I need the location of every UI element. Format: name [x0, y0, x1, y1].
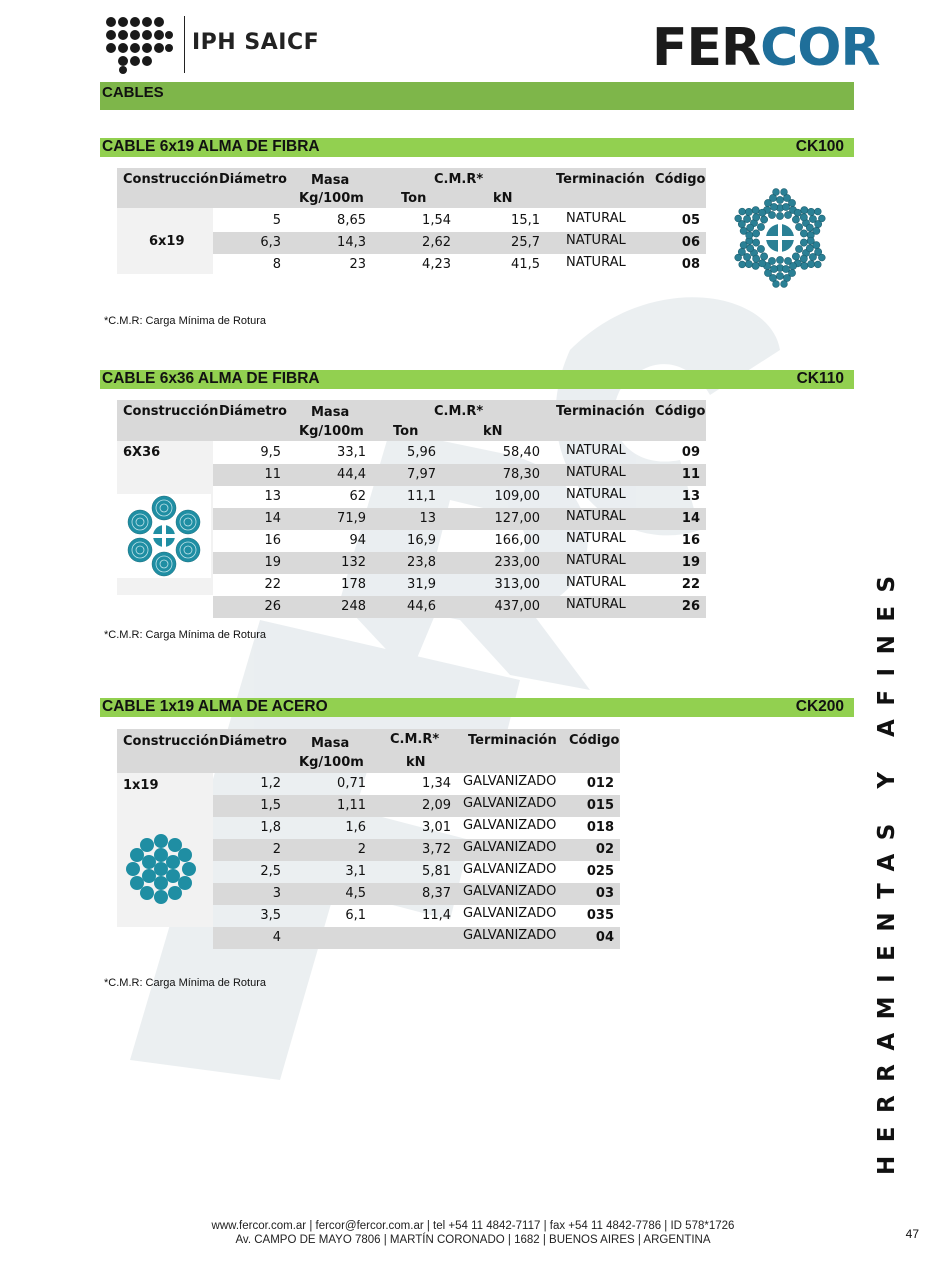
footer-contact: www.fercor.com.ar | fercor@fercor.com.ar | tel +54 11 4842-7117 | fax +54 11 4842-7786 | ID 578*1726 — [211, 1220, 735, 1232]
cell-terminacion: NATURAL — [566, 443, 626, 458]
cable-6x36-cross-section-icon — [117, 494, 211, 578]
cell-codigo: 015 — [586, 798, 614, 813]
cell-ton: 1,54 — [422, 213, 451, 228]
cell-terminacion: NATURAL — [566, 255, 626, 270]
table1-title: CABLE 6x19 ALMA DE FIBRA — [102, 138, 320, 155]
cell-kn: 313,00 — [494, 577, 540, 592]
footer-address: Av. CAMPO DE MAYO 7806 | MARTÍN CORONADO | 1682 | BUENOS AIRES | ARGENTINA — [235, 1234, 711, 1246]
table-row — [213, 232, 706, 254]
logo-separator — [184, 16, 185, 73]
table-row — [213, 574, 706, 596]
table1-code: CK100 — [795, 138, 844, 155]
cell-codigo: 14 — [681, 511, 700, 526]
cable-6x19-cross-section-icon — [716, 180, 844, 296]
cell-kn: 437,00 — [494, 599, 540, 614]
cell-terminacion: NATURAL — [566, 531, 626, 546]
th-construccion: Construcción — [123, 172, 219, 187]
cell-diametro: 11 — [264, 467, 281, 482]
th-cmr: C.M.R* — [434, 172, 484, 187]
table2-note: *C.M.R: Carga Mínima de Rotura — [104, 629, 266, 641]
cell-diametro: 3,5 — [260, 908, 281, 923]
th-terminacion: Terminación — [468, 733, 557, 748]
cell-codigo: 025 — [586, 864, 614, 879]
cell-masa: 62 — [349, 489, 366, 504]
cell-diametro: 26 — [264, 599, 281, 614]
cell-diametro: 13 — [264, 489, 281, 504]
cell-diametro: 2,5 — [260, 864, 281, 879]
table-row — [213, 596, 706, 618]
brand-left: FER — [652, 18, 761, 78]
cell-kn: 1,34 — [422, 776, 451, 791]
th-diametro: Diámetro — [219, 172, 287, 187]
cell-kn: 127,00 — [494, 511, 540, 526]
th-construccion: Construcción — [123, 404, 219, 419]
cell-masa: 1,6 — [345, 820, 366, 835]
table1-note: *C.M.R: Carga Mínima de Rotura — [104, 315, 266, 327]
fercor-logo — [652, 18, 880, 78]
th-construccion: Construcción — [123, 734, 219, 749]
cell-diametro: 1,5 — [260, 798, 281, 813]
cell-kn: 78,30 — [502, 467, 540, 482]
cell-kn: 11,4 — [422, 908, 451, 923]
th-terminacion: Terminación — [556, 172, 645, 187]
cell-ton: 44,6 — [407, 599, 436, 614]
cell-ton: 4,23 — [422, 257, 451, 272]
fercor-watermark — [90, 230, 790, 1090]
table2-title: CABLE 6x36 ALMA DE FIBRA — [102, 370, 320, 387]
cell-terminacion: NATURAL — [566, 233, 626, 248]
th-masa: Masa — [311, 173, 350, 188]
cell-codigo: 03 — [595, 886, 614, 901]
cell-codigo: 04 — [595, 930, 614, 945]
cell-kn: 58,40 — [502, 445, 540, 460]
cell-codigo: 08 — [681, 257, 700, 272]
cell-codigo: 26 — [681, 599, 700, 614]
cell-ton: 2,62 — [422, 235, 451, 250]
side-category-label: HERRAMIENTAS Y AFINES — [874, 562, 900, 1175]
cell-masa: 71,9 — [337, 511, 366, 526]
cell-diametro: 14 — [264, 511, 281, 526]
cell-terminacion: GALVANIZADO — [463, 906, 557, 921]
cable-1x19-cross-section-icon — [124, 832, 198, 906]
cell-diametro: 9,5 — [260, 445, 281, 460]
table-row — [213, 883, 620, 905]
table3-note: *C.M.R: Carga Mínima de Rotura — [104, 977, 266, 989]
cell-masa: 0,71 — [337, 776, 366, 791]
table-row — [213, 905, 620, 927]
th-ton: Ton — [401, 191, 427, 206]
section-title: CABLES — [102, 84, 164, 101]
cell-terminacion: GALVANIZADO — [463, 862, 557, 877]
table3-construction: 1x19 — [123, 778, 159, 793]
table-row — [213, 927, 620, 949]
cell-codigo: 13 — [681, 489, 700, 504]
th-cmr: C.M.R* — [434, 404, 484, 419]
cell-kn: 8,37 — [422, 886, 451, 901]
th-cmr: C.M.R* — [390, 732, 440, 747]
cell-ton: 13 — [419, 511, 436, 526]
cell-masa: 178 — [341, 577, 366, 592]
cell-codigo: 012 — [586, 776, 614, 791]
cell-kn: 5,81 — [422, 864, 451, 879]
table1 — [117, 168, 706, 276]
table-row — [213, 861, 620, 883]
cell-diametro: 16 — [264, 533, 281, 548]
cell-terminacion: GALVANIZADO — [463, 818, 557, 833]
th-codigo: Código — [569, 733, 620, 748]
cell-terminacion: NATURAL — [566, 553, 626, 568]
cell-ton: 16,9 — [407, 533, 436, 548]
cell-kn: 3,01 — [422, 820, 451, 835]
table2-band — [100, 370, 854, 389]
cell-masa: 1,11 — [337, 798, 366, 813]
table3-band — [100, 698, 854, 717]
cell-codigo: 06 — [681, 235, 700, 250]
cell-ton: 11,1 — [407, 489, 436, 504]
th-codigo: Código — [655, 404, 706, 419]
cell-kn: 109,00 — [494, 489, 540, 504]
cell-kn: 41,5 — [511, 257, 540, 272]
cell-terminacion: NATURAL — [566, 575, 626, 590]
th-kn: kN — [406, 755, 426, 770]
cell-terminacion: NATURAL — [566, 597, 626, 612]
cell-codigo: 05 — [681, 213, 700, 228]
cell-codigo: 09 — [681, 445, 700, 460]
cell-codigo: 11 — [681, 467, 700, 482]
cell-masa: 4,5 — [345, 886, 366, 901]
cell-terminacion: GALVANIZADO — [463, 928, 557, 943]
cell-masa: 14,3 — [337, 235, 366, 250]
cell-masa: 94 — [349, 533, 366, 548]
cell-terminacion: GALVANIZADO — [463, 884, 557, 899]
table-row — [213, 442, 706, 464]
company-name: IPH SAICF — [192, 30, 320, 55]
table-row — [213, 795, 620, 817]
table2-construction: 6X36 — [123, 445, 161, 460]
cell-kn: 2,09 — [422, 798, 451, 813]
cell-kn: 15,1 — [511, 213, 540, 228]
cell-masa: 33,1 — [337, 445, 366, 460]
th-diametro: Diámetro — [219, 734, 287, 749]
cell-diametro: 4 — [272, 930, 281, 945]
table1-construction: 6x19 — [149, 234, 185, 249]
cell-ton: 5,96 — [407, 445, 436, 460]
table-row — [213, 254, 706, 276]
cell-codigo: 035 — [586, 908, 614, 923]
table-row — [213, 552, 706, 574]
cell-diametro: 5 — [272, 213, 281, 228]
page-number: 47 — [905, 1227, 919, 1241]
cell-terminacion: NATURAL — [566, 487, 626, 502]
cell-terminacion: GALVANIZADO — [463, 840, 557, 855]
th-diametro: Diámetro — [219, 404, 287, 419]
cell-diametro: 22 — [264, 577, 281, 592]
cell-masa: 8,65 — [337, 213, 366, 228]
section-title-band — [100, 82, 854, 110]
th-masa: Masa — [311, 405, 350, 420]
table3-code: CK200 — [795, 698, 844, 715]
iph-logo-icon — [103, 14, 175, 74]
cell-masa: 6,1 — [345, 908, 366, 923]
cell-diametro: 3 — [272, 886, 281, 901]
table-row — [213, 508, 706, 530]
cell-codigo: 22 — [681, 577, 700, 592]
cell-terminacion: GALVANIZADO — [463, 774, 557, 789]
cell-terminacion: GALVANIZADO — [463, 796, 557, 811]
table-row — [213, 210, 706, 232]
table-row — [213, 486, 706, 508]
th-masa: Masa — [311, 736, 350, 751]
th-kn: kN — [493, 191, 513, 206]
cell-diametro: 1,2 — [260, 776, 281, 791]
cell-codigo: 19 — [681, 555, 700, 570]
cell-terminacion: NATURAL — [566, 211, 626, 226]
cell-masa: 132 — [341, 555, 366, 570]
table-row — [213, 817, 620, 839]
table-row — [213, 773, 620, 795]
table1-band — [100, 138, 854, 157]
cell-ton: 7,97 — [407, 467, 436, 482]
cell-kn: 3,72 — [422, 842, 451, 857]
cell-diametro: 1,8 — [260, 820, 281, 835]
cell-kn: 166,00 — [494, 533, 540, 548]
cell-masa: 2 — [357, 842, 366, 857]
cell-terminacion: NATURAL — [566, 465, 626, 480]
table-row — [213, 530, 706, 552]
th-terminacion: Terminación — [556, 404, 645, 419]
cell-codigo: 02 — [595, 842, 614, 857]
cell-kn: 25,7 — [511, 235, 540, 250]
cell-masa: 248 — [341, 599, 366, 614]
th-masa-unit: Kg/100m — [299, 424, 364, 439]
cell-masa: 44,4 — [337, 467, 366, 482]
th-masa-unit: Kg/100m — [299, 755, 364, 770]
brand-right: COR — [760, 18, 880, 78]
table3-title: CABLE 1x19 ALMA DE ACERO — [102, 698, 328, 715]
cell-diametro: 19 — [264, 555, 281, 570]
cell-ton: 31,9 — [407, 577, 436, 592]
cell-masa: 3,1 — [345, 864, 366, 879]
cell-terminacion: NATURAL — [566, 509, 626, 524]
cell-codigo: 16 — [681, 533, 700, 548]
th-codigo: Código — [655, 172, 706, 187]
cell-masa: 23 — [349, 257, 366, 272]
table-row — [213, 464, 706, 486]
cell-ton: 23,8 — [407, 555, 436, 570]
th-ton: Ton — [393, 424, 419, 439]
cell-codigo: 018 — [586, 820, 614, 835]
th-masa-unit: Kg/100m — [299, 191, 364, 206]
cell-kn: 233,00 — [494, 555, 540, 570]
cell-diametro: 2 — [272, 842, 281, 857]
table2-code: CK110 — [796, 370, 844, 387]
table-row — [213, 839, 620, 861]
th-kn: kN — [483, 424, 503, 439]
cell-diametro: 8 — [272, 257, 281, 272]
cell-diametro: 6,3 — [260, 235, 281, 250]
